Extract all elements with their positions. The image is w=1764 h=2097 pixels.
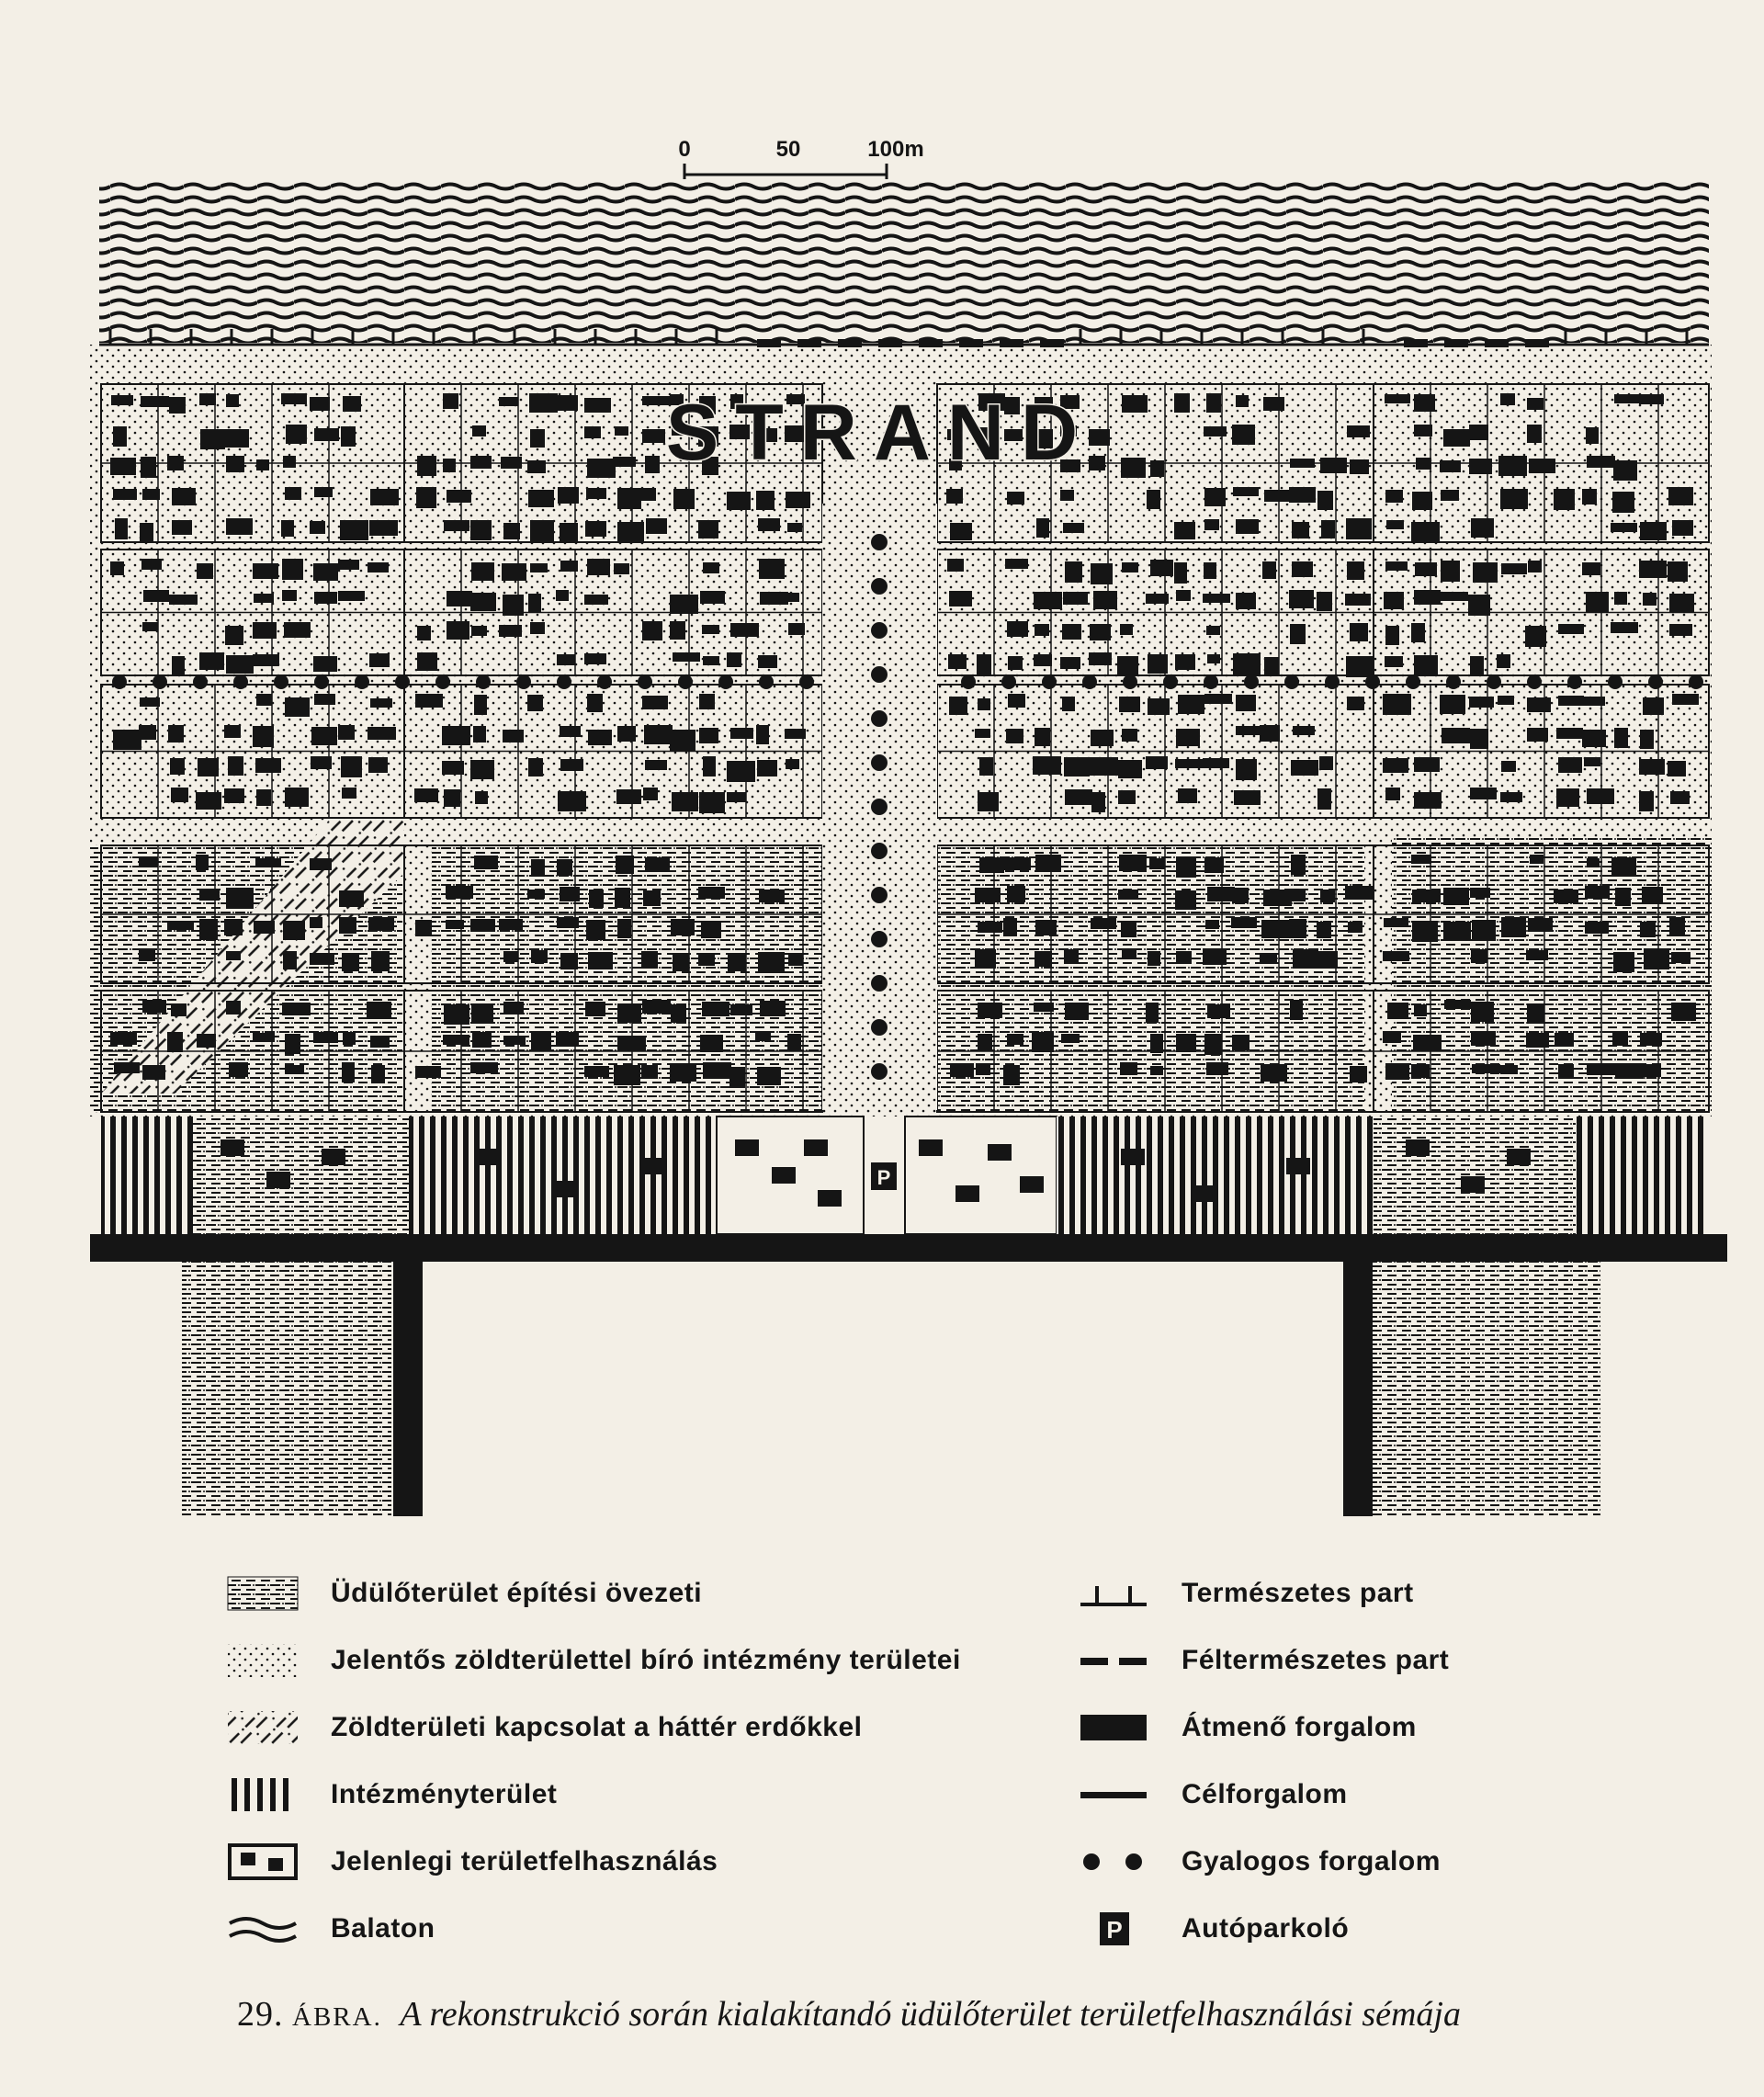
legend-label: Zöldterületi kapcsolat a háttér erdőkkel	[331, 1712, 863, 1742]
forest-strip-east	[1373, 1262, 1600, 1516]
dashed-shore-icon	[1077, 1640, 1150, 1681]
vertical-stripes-icon	[226, 1774, 300, 1815]
legend-item-natural-shore	[1077, 1567, 1414, 1620]
natural-shore-icon	[1077, 1573, 1150, 1614]
legend-label: Autóparkoló	[1182, 1913, 1350, 1944]
legend-label: Természetes part	[1182, 1578, 1414, 1608]
legend-item-udulo	[226, 1567, 702, 1620]
figure-caption	[237, 1994, 1634, 2035]
legend-label: Intézményterület	[331, 1779, 558, 1809]
legend-item-dashed-shore	[1077, 1634, 1449, 1687]
waves-icon	[226, 1909, 300, 1949]
legend-item-forest-link	[226, 1701, 863, 1754]
legend-item-institution	[226, 1768, 557, 1821]
thin-road-icon	[1077, 1774, 1150, 1815]
legend-item-parking	[1077, 1902, 1349, 1955]
legend-item-green-institution	[226, 1634, 961, 1687]
forest-link-pattern-icon	[226, 1707, 300, 1748]
udulo-pattern-icon	[226, 1573, 300, 1614]
thick-road-icon	[1077, 1707, 1150, 1748]
figure-number: 29.	[237, 1995, 284, 2034]
scale-tick-100: 100m	[867, 137, 924, 162]
figure-title: A rekonstrukció során kialakítandó üdülőterület területfelhasználási sémája	[400, 1995, 1461, 2034]
strand-label: STRAND	[665, 389, 1095, 477]
legend-item-balaton	[226, 1902, 435, 1955]
side-road-west	[393, 1262, 423, 1516]
boxes-icon	[226, 1842, 300, 1882]
legend-label: Jelenlegi területfelhasználás	[331, 1846, 718, 1876]
institution-strip	[101, 1117, 1709, 1234]
legend-item-through-traffic	[1077, 1701, 1417, 1754]
dots-pattern-icon	[226, 1640, 300, 1681]
balaton-water	[99, 179, 1709, 343]
through-traffic-road	[90, 1234, 1727, 1262]
legend-label: Balaton	[331, 1913, 435, 1944]
legend-item-pedestrian	[1077, 1835, 1441, 1888]
pedestrian-dots-icon	[1077, 1842, 1150, 1882]
legend-label: Gyalogos forgalom	[1182, 1846, 1441, 1876]
legend-label: Átmenő forgalom	[1182, 1712, 1417, 1742]
legend-label: Féltermészetes part	[1182, 1645, 1450, 1675]
legend-label: Üdülőterület építési övezeti	[331, 1578, 703, 1608]
forest-strip-west	[182, 1262, 391, 1516]
legend	[0, 1567, 1764, 1953]
legend-label: Célforgalom	[1182, 1779, 1348, 1809]
scale-tick-0: 0	[678, 137, 691, 162]
legend-item-target-traffic	[1077, 1768, 1348, 1821]
legend-item-current-use	[226, 1835, 718, 1888]
side-road-east	[1343, 1262, 1373, 1516]
parking-icon	[1077, 1909, 1150, 1949]
scale-tick-50: 50	[775, 137, 801, 162]
parking-icon-letter: P	[1106, 1916, 1123, 1944]
scale-bar	[678, 137, 923, 179]
legend-label: Jelentős zöldterülettel bíró intézmény területei	[331, 1645, 961, 1675]
parking-symbol: P	[876, 1166, 891, 1189]
figure-label: ÁBRA.	[292, 2002, 382, 2032]
